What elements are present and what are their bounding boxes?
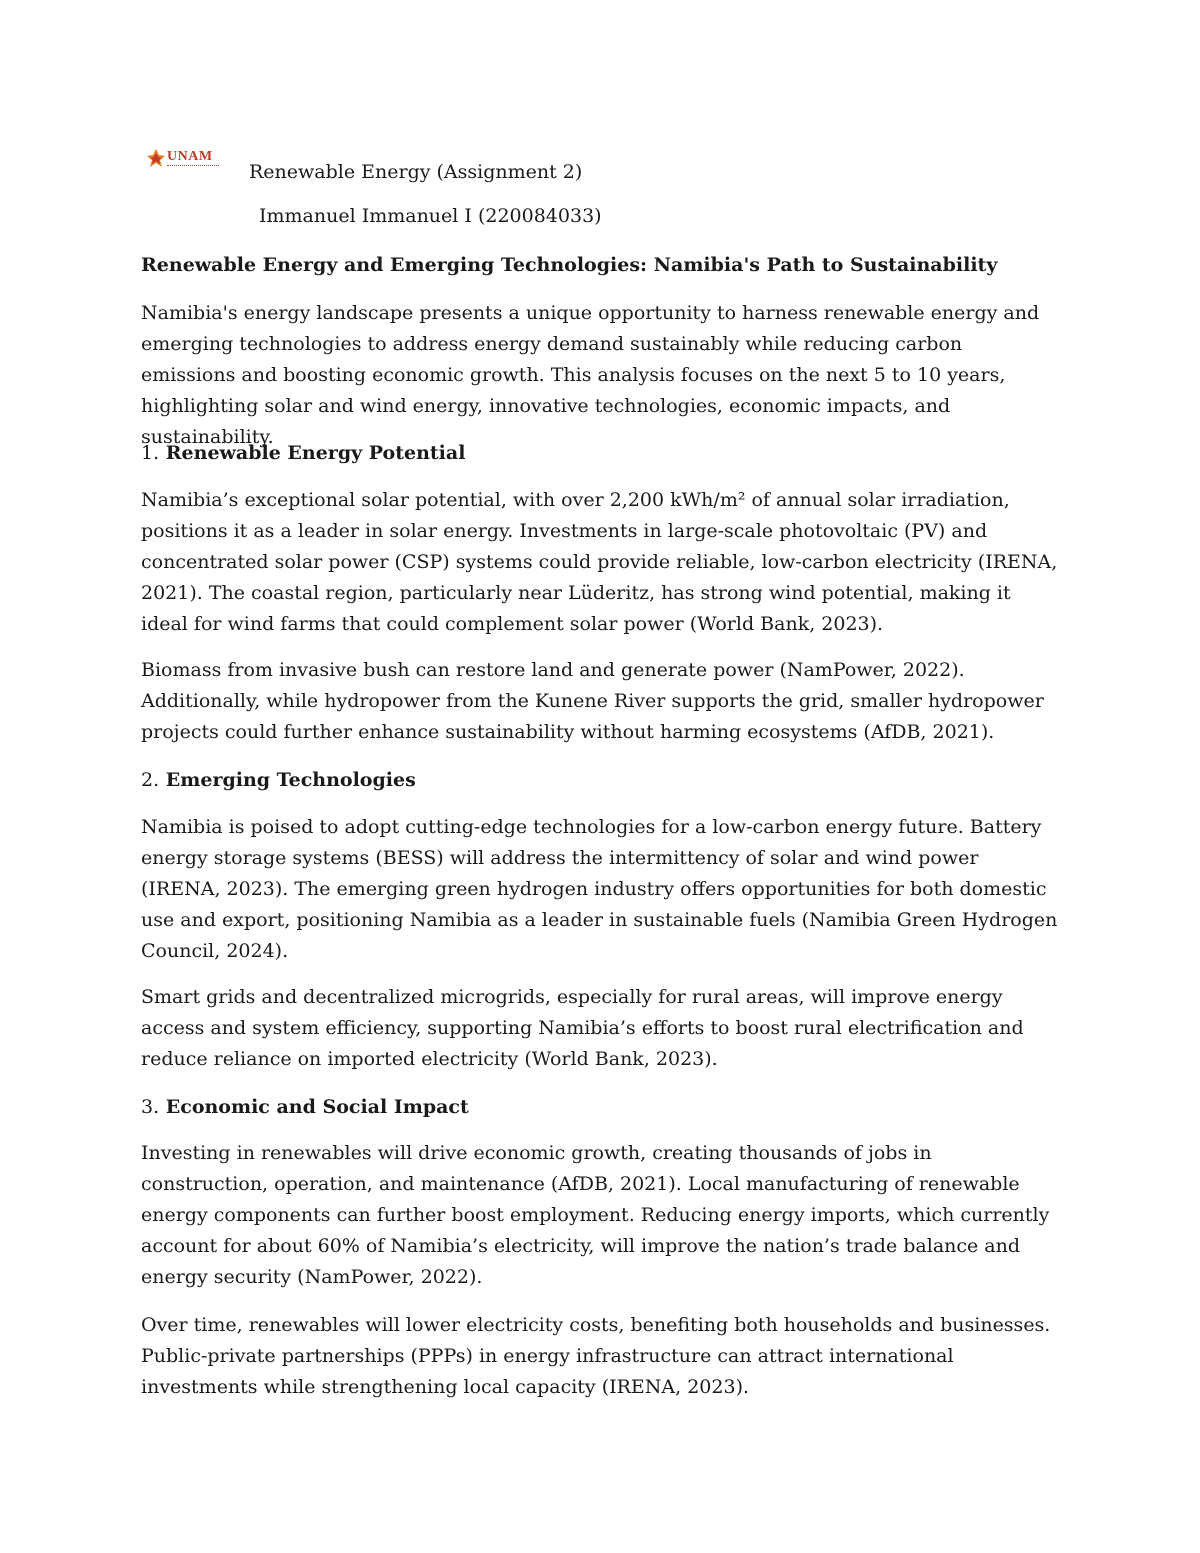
section-number: 2.	[141, 769, 160, 791]
section-title: Emerging Technologies	[165, 769, 416, 791]
intro-paragraph: Namibia's energy landscape presents a unique opportunity to harness renewable energy and emerging technologies to address energy demand sustainably while reducing carbon emissions and boosting economic growth. This analysis focuses on the next 5 to 10 years, highlighting solar and wind energy, innovative technologies, economic impacts, and sustainability.	[141, 302, 1040, 448]
logo-text: UNAM	[167, 149, 213, 164]
logo-subtitle-line	[167, 165, 219, 169]
section-2-paragraph-1: Namibia is poised to adopt cutting-edge technologies for a low-carbon energy future. Battery energy storage systems (BESS) will address the intermittency of solar and wind power (IRENA, 2023). The emerging green hydrogen industry offers opportunities for both domestic use and export, positioning Namibia as a leader in sustainable fuels (Namibia Green Hydrogen Council, 2024).	[141, 816, 1058, 962]
section-heading-2	[141, 765, 416, 796]
section-heading-1	[141, 438, 465, 469]
unam-logo	[146, 148, 226, 174]
student-name: Immanuel Immanuel I (220084033)	[259, 205, 602, 227]
section-3-paragraph-2: Over time, renewables will lower electricity costs, benefiting both households and businesses. Public-private partnerships (PPPs) in energy infrastructure can attract international investments while strengthening local capacity (IRENA, 2023).	[141, 1314, 1051, 1398]
section-title: Renewable Energy Potential	[165, 442, 466, 464]
section-2-paragraph-2: Smart grids and decentralized microgrids, especially for rural areas, will improve energy access and system efficiency, supporting Namibia’s efforts to boost rural electrification and reduce reliance on imported electricity (World Bank, 2023).	[141, 986, 1024, 1070]
assignment-title: Renewable Energy (Assignment 2)	[249, 161, 583, 183]
section-1-paragraph-1: Namibia’s exceptional solar potential, with over 2,200 kWh/m² of annual solar irradiation, positions it as a leader in solar energy. Investments in large-scale photovoltaic (PV) and concentrated solar power (CSP) systems could provide reliable, low-carbon electricity (IRENA, 2021). The coastal region, particularly near Lüderitz, has strong wind potential, making it ideal for wind farms that could complement solar power (World Bank, 2023).	[141, 489, 1058, 635]
document-title: Renewable Energy and Emerging Technologies: Namibia's Path to Sustainability	[141, 254, 998, 276]
section-heading-3	[141, 1092, 469, 1123]
section-3-paragraph-1: Investing in renewables will drive economic growth, creating thousands of jobs in construction, operation, and maintenance (AfDB, 2021). Local manufacturing of renewable energy components can further boost employment. Reducing energy imports, which currently account for about 60% of Namibia’s electricity, will improve the nation’s trade balance and energy security (NamPower, 2022).	[141, 1142, 1050, 1288]
section-title: Economic and Social Impact	[165, 1096, 469, 1118]
unam-emblem-icon	[146, 148, 166, 168]
section-1-paragraph-2: Biomass from invasive bush can restore land and generate power (NamPower, 2022). Additionally, while hydropower from the Kunene River supports the grid, smaller hydropower projects could further enhance sustainability without harming ecosystems (AfDB, 2021).	[141, 659, 1044, 743]
section-number: 3.	[141, 1096, 160, 1118]
section-number: 1.	[141, 442, 160, 464]
